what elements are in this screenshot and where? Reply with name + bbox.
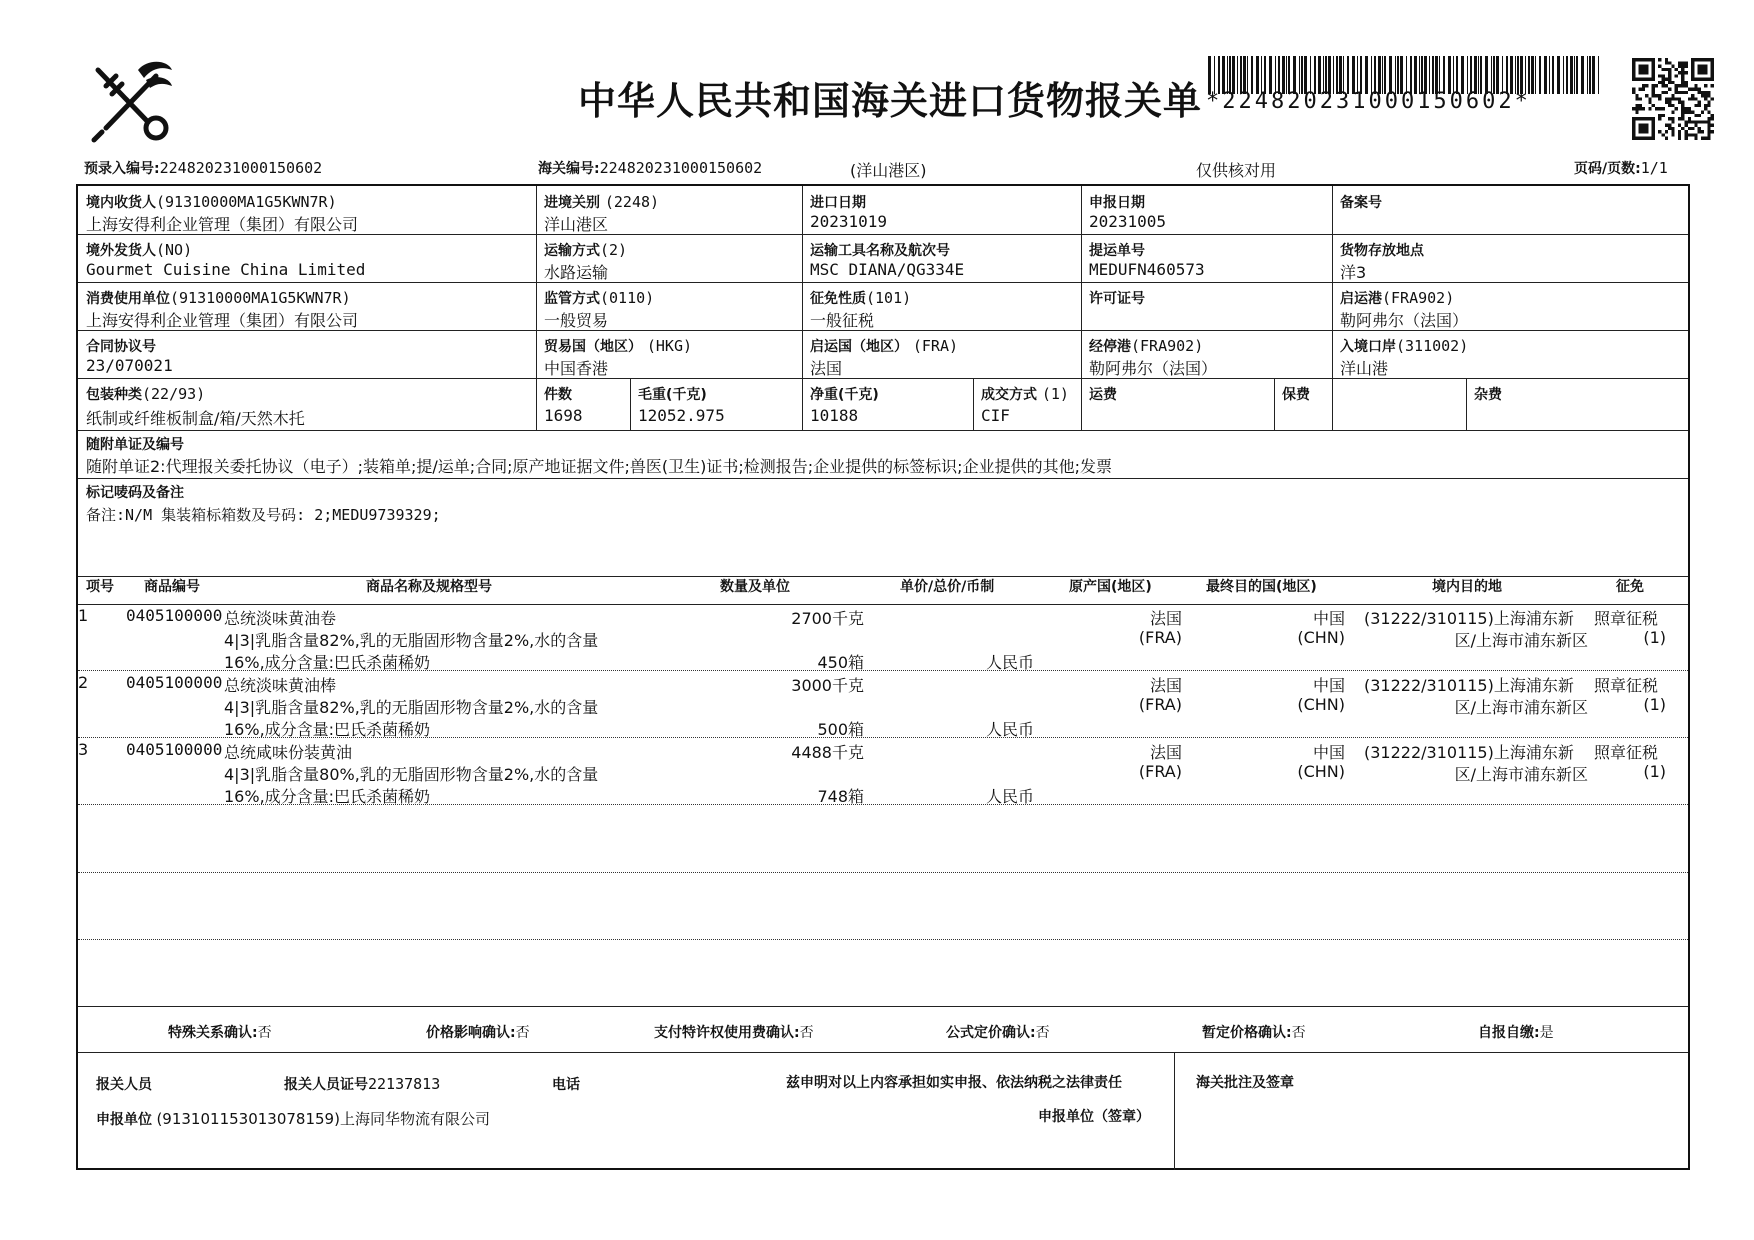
packaging-value: 纸制或纤维板制盒/箱/天然木托 <box>86 409 305 428</box>
goods-row-2-domestic1: (31222/310115)上海浦东新 <box>1364 676 1574 695</box>
goods-row-1-dest-code: (CHN) <box>1297 628 1345 647</box>
check-only-note: 仅供核对用 <box>1196 161 1277 180</box>
vessel-value: MSC DIANA/QG334E <box>810 260 965 279</box>
transit-port-label: 经停港(FRA902) <box>1089 337 1204 355</box>
goods-row-1-qty2: 450箱 <box>817 653 864 672</box>
goods-header-no: 项号 <box>86 579 114 595</box>
departure-country-value: 法国 <box>810 359 843 378</box>
trade-country-label: 贸易国（地区） (HKG) <box>544 337 693 355</box>
goods-header-price: 单价/总价/币制 <box>900 579 995 595</box>
entry-customs-value: 洋山港区 <box>544 215 609 234</box>
goods-row-1-domestic2: 区/上海市浦东新区 <box>1454 631 1588 650</box>
goods-row-3-code: 0405100000 <box>126 740 223 759</box>
departure-country-label: 启运国（地区） (FRA) <box>810 337 959 355</box>
goods-row-1-spec1: 4|3|乳脂含量82%,乳的无脂固形物含量2%,水的含量 <box>224 631 599 650</box>
goods-row-1-domestic1: (31222/310115)上海浦东新 <box>1364 609 1574 628</box>
supervision-label: 监管方式(0110) <box>544 289 655 307</box>
contract-label: 合同协议号 <box>86 339 156 355</box>
declarer-cert: 报关人员证号22137813 <box>284 1075 441 1093</box>
goods-row-3-name: 总统咸味份装黄油 <box>224 743 353 762</box>
goods-row-1-qty1: 2700千克 <box>791 609 864 628</box>
consumer-value: 上海安得利企业管理（集团）有限公司 <box>86 311 359 330</box>
supervision-value: 一般贸易 <box>544 311 609 330</box>
customs-approval-label: 海关批注及签章 <box>1196 1075 1294 1091</box>
goods-row-3-spec2: 16%,成分含量:巴氏杀菌稀奶 <box>224 787 431 806</box>
goods-header-dest: 最终目的国(地区) <box>1206 579 1317 595</box>
customs-number: 海关编号:224820231000150602 <box>538 159 763 177</box>
goods-row-3-domestic1: (31222/310115)上海浦东新 <box>1364 743 1574 762</box>
goods-row-2-tax1: 照章征税 <box>1594 676 1659 695</box>
bill-no-label: 提运单号 <box>1089 243 1145 259</box>
provisional-price-confirm: 暂定价格确认:否 <box>1202 1025 1306 1041</box>
goods-row-1-name: 总统淡味黄油卷 <box>224 609 337 628</box>
import-date-value: 20231019 <box>810 212 888 231</box>
goods-header-name: 商品名称及规格型号 <box>366 579 492 595</box>
goods-row-2-origin: 法国 <box>1149 676 1182 695</box>
insurance-label: 保费 <box>1282 387 1310 403</box>
goods-header-qty: 数量及单位 <box>720 579 790 595</box>
marks-value: 备注:N/M 集装箱标箱数及号码: 2;MEDU9739329; <box>86 506 441 524</box>
consumer-label: 消费使用单位(91310000MA1G5KWN7R) <box>86 289 351 307</box>
goods-row-2-name: 总统淡味黄油棒 <box>224 676 337 695</box>
goods-row-3-tax2: (1) <box>1643 762 1666 781</box>
goods-row-1-currency: 人民币 <box>986 653 1035 672</box>
goods-row-2-currency: 人民币 <box>986 720 1035 739</box>
page-title: 中华人民共和国海关进口货物报关单 <box>578 79 1203 123</box>
misc-fee-label: 杂费 <box>1474 387 1502 403</box>
formula-price-confirm: 公式定价确认:否 <box>946 1025 1050 1041</box>
departure-port-value: 勒阿弗尔（法国） <box>1340 311 1469 330</box>
pieces-value: 1698 <box>544 406 583 425</box>
goods-row-2-code: 0405100000 <box>126 673 223 692</box>
goods-row-2-qty2: 500箱 <box>817 720 864 739</box>
goods-row-2-qty1: 3000千克 <box>791 676 864 695</box>
goods-row-1-tax1: 照章征税 <box>1594 609 1659 628</box>
qr-code-icon <box>1632 58 1714 140</box>
goods-row-3-origin-code: (FRA) <box>1138 762 1182 781</box>
pre-entry-number: 预录入编号:224820231000150602 <box>84 159 323 177</box>
entry-port-value: 洋山港 <box>1340 359 1389 378</box>
goods-row-2-origin-code: (FRA) <box>1138 695 1182 714</box>
transport-mode-value: 水路运输 <box>544 263 609 282</box>
goods-row-3-tax1: 照章征税 <box>1594 743 1659 762</box>
self-report-confirm: 自报自缴:是 <box>1478 1025 1554 1041</box>
shipper-label: 境外发货人(NO) <box>86 241 193 259</box>
goods-row-3-qty2: 748箱 <box>817 787 864 806</box>
pieces-label: 件数 <box>544 387 572 403</box>
goods-row-2-dest: 中国 <box>1312 676 1345 695</box>
phone-label: 电话 <box>552 1077 580 1093</box>
gross-weight-label: 毛重(千克) <box>638 387 707 403</box>
departure-port-label: 启运港(FRA902) <box>1340 289 1455 307</box>
goods-row-3-currency: 人民币 <box>986 787 1035 806</box>
net-weight-value: 10188 <box>810 406 859 425</box>
goods-header-tax: 征免 <box>1616 579 1644 595</box>
bill-no-value: MEDUFN460573 <box>1089 260 1205 279</box>
license-label: 许可证号 <box>1089 291 1145 307</box>
transit-port-value: 勒阿弗尔（法国） <box>1089 359 1218 378</box>
goods-row-1-tax2: (1) <box>1643 628 1666 647</box>
price-impact-confirm: 价格影响确认:否 <box>426 1025 530 1041</box>
deal-mode-value: CIF <box>981 406 1010 425</box>
royalty-confirm: 支付特许权使用费确认:否 <box>654 1025 814 1041</box>
goods-row-2-spec2: 16%,成分含量:巴氏杀菌稀奶 <box>224 720 431 739</box>
goods-row-1-no: 1 <box>78 606 89 625</box>
goods-row-2-dest-code: (CHN) <box>1297 695 1345 714</box>
tax-nature-value: 一般征税 <box>810 311 875 330</box>
seal-label: 申报单位（签章） <box>1038 1109 1150 1125</box>
goods-row-1-dest: 中国 <box>1312 609 1345 628</box>
record-no-label: 备案号 <box>1340 195 1382 211</box>
transport-mode-label: 运输方式(2) <box>544 241 628 259</box>
marks-label: 标记唛码及备注 <box>86 485 184 501</box>
consignee-label: 境内收货人(91310000MA1G5KWN7R) <box>86 193 337 211</box>
goods-row-3-qty1: 4488千克 <box>791 743 864 762</box>
deal-mode-label: 成交方式 (1) <box>981 385 1069 403</box>
goods-row-3-spec1: 4|3|乳脂含量80%,乳的无脂固形物含量2%,水的含量 <box>224 765 599 784</box>
goods-row-2-tax2: (1) <box>1643 695 1666 714</box>
goods-row-3-domestic2: 区/上海市浦东新区 <box>1454 765 1588 784</box>
consignee-value: 上海安得利企业管理（集团）有限公司 <box>86 215 359 234</box>
goods-row-3-origin: 法国 <box>1149 743 1182 762</box>
shipper-value: Gourmet Cuisine China Limited <box>86 260 366 279</box>
tax-nature-label: 征免性质(101) <box>810 289 912 307</box>
goods-row-1-origin: 法国 <box>1149 609 1182 628</box>
declarer-label: 报关人员 <box>96 1077 152 1093</box>
import-date-label: 进口日期 <box>810 195 866 211</box>
goods-row-1-origin-code: (FRA) <box>1138 628 1182 647</box>
goods-row-2-domestic2: 区/上海市浦东新区 <box>1454 698 1588 717</box>
goods-row-2-no: 2 <box>78 673 89 692</box>
net-weight-label: 净重(千克) <box>810 387 879 403</box>
goods-row-2-spec1: 4|3|乳脂含量82%,乳的无脂固形物含量2%,水的含量 <box>224 698 599 717</box>
goods-row-3-dest-code: (CHN) <box>1297 762 1345 781</box>
storage-label: 货物存放地点 <box>1340 243 1424 259</box>
documents-label: 随附单证及编号 <box>86 437 184 453</box>
declare-date-value: 20231005 <box>1089 212 1167 231</box>
customs-emblem-icon <box>86 56 176 146</box>
goods-row-3-no: 3 <box>78 740 89 759</box>
entry-customs-label: 进境关别 (2248) <box>544 193 660 211</box>
packaging-label: 包装种类(22/93) <box>86 385 206 403</box>
entry-port-label: 入境口岸(311002) <box>1340 337 1469 355</box>
gross-weight-value: 12052.975 <box>638 406 725 425</box>
vessel-label: 运输工具名称及航次号 <box>810 243 950 259</box>
freight-label: 运费 <box>1089 387 1117 403</box>
goods-header-code: 商品编号 <box>144 579 200 595</box>
goods-header-origin: 原产国(地区) <box>1069 579 1152 595</box>
port-area: (洋山港区) <box>850 161 927 180</box>
goods-header-domestic: 境内目的地 <box>1432 579 1502 595</box>
goods-row-1-spec2: 16%,成分含量:巴氏杀菌稀奶 <box>224 653 431 672</box>
barcode-text: *224820231000150602* <box>1206 89 1531 114</box>
trade-country-value: 中国香港 <box>544 359 609 378</box>
storage-value: 洋3 <box>1340 263 1367 282</box>
declare-unit: 申报单位 (913101153013078159)上海同华物流有限公司 <box>96 1110 490 1128</box>
special-relation-confirm: 特殊关系确认:否 <box>168 1025 272 1041</box>
contract-value: 23/070021 <box>86 356 173 375</box>
legal-statement: 兹申明对以上内容承担如实申报、依法纳税之法律责任 <box>786 1075 1122 1091</box>
goods-row-3-dest: 中国 <box>1312 743 1345 762</box>
goods-row-1-code: 0405100000 <box>126 606 223 625</box>
documents-value: 随附单证2:代理报关委托协议（电子）;装箱单;提/运单;合同;原产地证据文件;兽医(卫生)证书;检测报告;企业提供的标签标识;企业提供的其他;发票 <box>86 457 1112 476</box>
declare-date-label: 申报日期 <box>1089 195 1145 211</box>
page-count: 页码/页数:1/1 <box>1574 159 1668 177</box>
